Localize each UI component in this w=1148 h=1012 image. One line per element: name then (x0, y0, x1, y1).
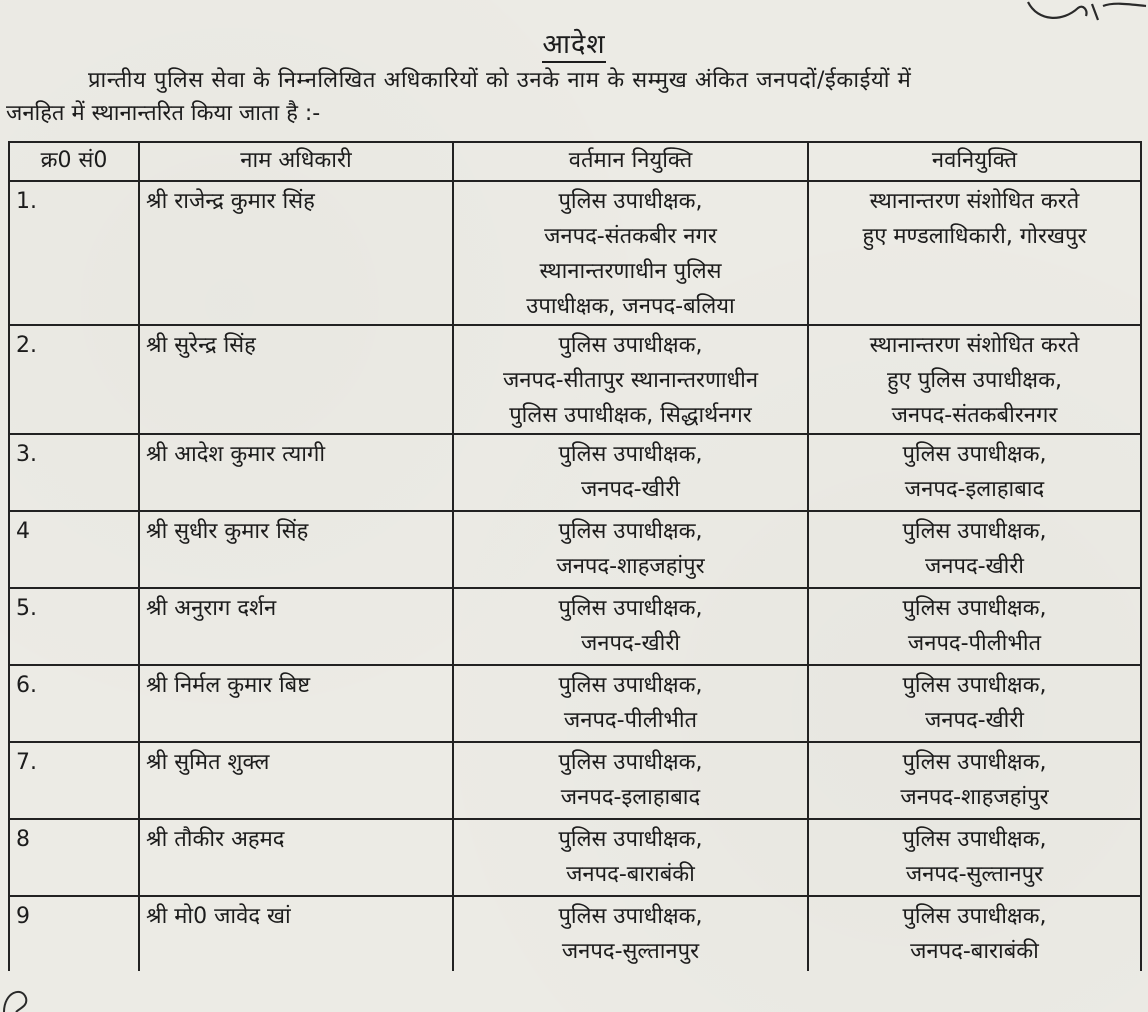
new-posting-line: जनपद-इलाहाबाद (904, 477, 1045, 502)
new-posting-line: जनपद-खीरी (924, 708, 1025, 733)
header-new-posting: नवनियुक्ति (808, 142, 1141, 181)
margin-scribble-icon (0, 978, 40, 1012)
page-title-text: आदेश (542, 29, 605, 63)
current-posting-line: पुलिस उपाधीक्षक, (558, 827, 703, 852)
current-posting-line: पुलिस उपाधीक्षक, (558, 442, 703, 467)
current-posting-cell (453, 896, 808, 971)
current-posting-line: स्थानान्तरणाधीन पुलिस (539, 259, 722, 284)
page-title (0, 24, 1148, 61)
new-posting-line: पुलिस उपाधीक्षक, (902, 673, 1047, 698)
new-posting-cell (808, 896, 1141, 971)
serial-cell: 7. (9, 742, 139, 819)
current-posting-line: जनपद-खीरी (580, 477, 681, 502)
officer-name-cell: श्री सुरेन्द्र सिंह (139, 325, 453, 434)
officer-name-cell: श्री तौकीर अहमद (139, 819, 453, 896)
new-posting-line: स्थानान्तरण संशोधित करते (869, 189, 1080, 214)
new-posting-cell (808, 742, 1141, 819)
new-posting-line: हुए पुलिस उपाधीक्षक, (887, 368, 1062, 393)
table-row (9, 434, 1141, 511)
intro-line-1: प्रान्तीय पुलिस सेवा के निम्नलिखित अधिकारियों को उनके नाम के सम्मुख अंकित जनपदों/ईकाईयों में (88, 68, 912, 93)
header-name: नाम अधिकारी (139, 142, 453, 181)
transfer-table (8, 141, 1142, 971)
header-serial: क्र0 सं0 (9, 142, 139, 181)
table-row (9, 896, 1141, 971)
new-posting-line: जनपद-शाहजहांपुर (900, 785, 1049, 810)
intro-line-2: जनहित में स्थानान्तरित किया जाता है :- (6, 101, 321, 126)
current-posting-cell (453, 742, 808, 819)
current-posting-line: पुलिस उपाधीक्षक, (558, 750, 703, 775)
current-posting-cell (453, 325, 808, 434)
table-row (9, 325, 1141, 434)
table-row (9, 181, 1141, 325)
new-posting-line: पुलिस उपाधीक्षक, (902, 596, 1047, 621)
current-posting-line: जनपद-पीलीभीत (563, 708, 698, 733)
table-header-row (9, 142, 1141, 181)
new-posting-line: पुलिस उपाधीक्षक, (902, 904, 1047, 929)
serial-cell: 9 (9, 896, 139, 971)
officer-name-cell: श्री मो0 जावेद खां (139, 896, 453, 971)
new-posting-line: स्थानान्तरण संशोधित करते (869, 333, 1080, 358)
table-row (9, 742, 1141, 819)
serial-cell: 6. (9, 665, 139, 742)
current-posting-line: उपाधीक्षक, जनपद-बलिया (526, 294, 735, 319)
new-posting-cell (808, 181, 1141, 325)
officer-name-cell: श्री आदेश कुमार त्यागी (139, 434, 453, 511)
serial-cell: 2. (9, 325, 139, 434)
current-posting-line: पुलिस उपाधीक्षक, (558, 596, 703, 621)
table-row (9, 588, 1141, 665)
current-posting-line: पुलिस उपाधीक्षक, (558, 904, 703, 929)
new-posting-cell (808, 665, 1141, 742)
officer-name-cell: श्री सुधीर कुमार सिंह (139, 511, 453, 588)
table-row (9, 511, 1141, 588)
new-posting-line: जनपद-पीलीभीत (907, 631, 1042, 656)
current-posting-line: पुलिस उपाधीक्षक, (558, 189, 703, 214)
table-row (9, 819, 1141, 896)
current-posting-cell (453, 588, 808, 665)
new-posting-line: जनपद-बाराबंकी (910, 939, 1039, 964)
handwritten-signature-icon (1008, 0, 1148, 24)
header-current-posting: वर्तमान नियुक्ति (453, 142, 808, 181)
serial-cell: 3. (9, 434, 139, 511)
new-posting-line: जनपद-खीरी (924, 554, 1025, 579)
intro-paragraph (6, 64, 1142, 130)
officer-name-cell: श्री सुमित शुक्ल (139, 742, 453, 819)
new-posting-line: पुलिस उपाधीक्षक, (902, 442, 1047, 467)
officer-name-cell: श्री निर्मल कुमार बिष्ट (139, 665, 453, 742)
new-posting-line: हुए मण्डलाधिकारी, गोरखपुर (862, 224, 1087, 249)
new-posting-line: पुलिस उपाधीक्षक, (902, 827, 1047, 852)
new-posting-cell (808, 511, 1141, 588)
new-posting-line: पुलिस उपाधीक्षक, (902, 519, 1047, 544)
current-posting-line: पुलिस उपाधीक्षक, (558, 673, 703, 698)
new-posting-line: जनपद-सुल्तानपुर (905, 862, 1044, 887)
current-posting-cell (453, 511, 808, 588)
officer-name-cell: श्री अनुराग दर्शन (139, 588, 453, 665)
current-posting-cell (453, 665, 808, 742)
current-posting-line: पुलिस उपाधीक्षक, सिद्धार्थनगर (509, 403, 752, 428)
new-posting-cell (808, 325, 1141, 434)
new-posting-cell (808, 434, 1141, 511)
current-posting-line: जनपद-शाहजहांपुर (556, 554, 705, 579)
serial-cell: 1. (9, 181, 139, 325)
current-posting-line: जनपद-इलाहाबाद (560, 785, 701, 810)
current-posting-line: जनपद-सुल्तानपुर (561, 939, 700, 964)
current-posting-line: जनपद-बाराबंकी (566, 862, 695, 887)
new-posting-cell (808, 819, 1141, 896)
current-posting-cell (453, 819, 808, 896)
new-posting-line: जनपद-संतकबीरनगर (891, 403, 1058, 428)
current-posting-line: पुलिस उपाधीक्षक, (558, 333, 703, 358)
serial-cell: 4 (9, 511, 139, 588)
new-posting-line: पुलिस उपाधीक्षक, (902, 750, 1047, 775)
serial-cell: 5. (9, 588, 139, 665)
current-posting-line: जनपद-सीतापुर स्थानान्तरणाधीन (502, 368, 759, 393)
table-row (9, 665, 1141, 742)
current-posting-cell (453, 434, 808, 511)
serial-cell: 8 (9, 819, 139, 896)
current-posting-line: जनपद-संतकबीर नगर (544, 224, 717, 249)
new-posting-cell (808, 588, 1141, 665)
current-posting-line: जनपद-खीरी (580, 631, 681, 656)
officer-name-cell: श्री राजेन्द्र कुमार सिंह (139, 181, 453, 325)
current-posting-cell (453, 181, 808, 325)
current-posting-line: पुलिस उपाधीक्षक, (558, 519, 703, 544)
